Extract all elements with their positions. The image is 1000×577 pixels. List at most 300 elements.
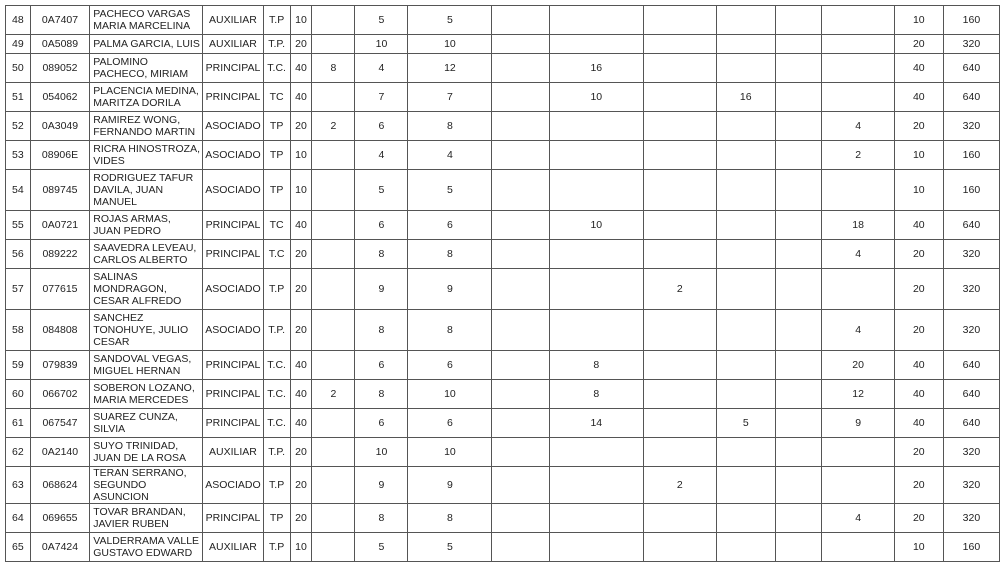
cell-amount: 640 bbox=[943, 409, 999, 438]
cell-amount: 320 bbox=[943, 112, 999, 141]
cell-total-hours: 20 bbox=[894, 504, 943, 533]
cell-hours-col-5 bbox=[549, 240, 643, 269]
cell-hours-col-2: 5 bbox=[355, 6, 408, 35]
cell-hours-col-9 bbox=[822, 170, 894, 211]
cell-teacher-code: 089052 bbox=[30, 54, 89, 83]
cell-dedication: TC bbox=[263, 83, 290, 112]
cell-hours-col-9: 20 bbox=[822, 351, 894, 380]
cell-hours-col-2: 6 bbox=[355, 211, 408, 240]
cell-teacher-name: ROJAS ARMAS, JUAN PEDRO bbox=[90, 211, 203, 240]
cell-dedication: T.C. bbox=[263, 54, 290, 83]
cell-hours-subtotal: 12 bbox=[408, 54, 492, 83]
cell-hours-subtotal: 9 bbox=[408, 467, 492, 504]
cell-hours-col-1 bbox=[312, 351, 355, 380]
cell-hours-col-5: 10 bbox=[549, 211, 643, 240]
cell-hours: 10 bbox=[290, 141, 312, 170]
cell-category: PRINCIPAL bbox=[203, 211, 263, 240]
cell-total-hours: 40 bbox=[894, 351, 943, 380]
cell-hours-col-1 bbox=[312, 504, 355, 533]
cell-row-number: 59 bbox=[6, 351, 31, 380]
cell-hours-col-2: 4 bbox=[355, 141, 408, 170]
cell-teacher-name: RICRA HINOSTROZA, VIDES bbox=[90, 141, 203, 170]
cell-hours-col-9 bbox=[822, 467, 894, 504]
cell-hours-col-6 bbox=[643, 533, 716, 562]
cell-hours-col-8 bbox=[775, 533, 822, 562]
cell-hours-col-5 bbox=[549, 35, 643, 54]
cell-amount: 160 bbox=[943, 533, 999, 562]
cell-dedication: T.P. bbox=[263, 310, 290, 351]
cell-hours-col-8 bbox=[775, 269, 822, 310]
cell-teacher-code: 08906E bbox=[30, 141, 89, 170]
table-row bbox=[6, 54, 1000, 83]
cell-hours-col-4 bbox=[492, 54, 549, 83]
cell-teacher-code: 0A0721 bbox=[30, 211, 89, 240]
cell-dedication: T.P bbox=[263, 533, 290, 562]
cell-hours-col-6 bbox=[643, 83, 716, 112]
cell-hours-col-9: 4 bbox=[822, 504, 894, 533]
cell-teacher-name: PACHECO VARGAS MARIA MARCELINA bbox=[90, 6, 203, 35]
cell-hours: 20 bbox=[290, 269, 312, 310]
cell-hours: 20 bbox=[290, 310, 312, 351]
cell-teacher-code: 066702 bbox=[30, 380, 89, 409]
cell-hours-col-1 bbox=[312, 310, 355, 351]
cell-hours-col-8 bbox=[775, 170, 822, 211]
cell-hours-col-2: 8 bbox=[355, 504, 408, 533]
cell-hours-col-4 bbox=[492, 351, 549, 380]
cell-hours-col-4 bbox=[492, 504, 549, 533]
cell-total-hours: 10 bbox=[894, 6, 943, 35]
cell-hours-col-4 bbox=[492, 83, 549, 112]
cell-amount: 320 bbox=[943, 504, 999, 533]
cell-row-number: 58 bbox=[6, 310, 31, 351]
cell-hours-col-2: 10 bbox=[355, 35, 408, 54]
cell-category: AUXILIAR bbox=[203, 533, 263, 562]
cell-category: AUXILIAR bbox=[203, 438, 263, 467]
cell-hours-col-9: 4 bbox=[822, 112, 894, 141]
cell-dedication: TP bbox=[263, 170, 290, 211]
cell-hours: 20 bbox=[290, 438, 312, 467]
cell-hours-col-8 bbox=[775, 211, 822, 240]
cell-hours-col-6 bbox=[643, 409, 716, 438]
cell-category: AUXILIAR bbox=[203, 35, 263, 54]
cell-hours-col-5: 8 bbox=[549, 351, 643, 380]
cell-hours-col-8 bbox=[775, 380, 822, 409]
cell-amount: 160 bbox=[943, 141, 999, 170]
cell-hours-col-6 bbox=[643, 211, 716, 240]
cell-hours-subtotal: 8 bbox=[408, 112, 492, 141]
cell-amount: 320 bbox=[943, 269, 999, 310]
cell-hours-col-9 bbox=[822, 83, 894, 112]
cell-row-number: 62 bbox=[6, 438, 31, 467]
cell-hours-subtotal: 5 bbox=[408, 170, 492, 211]
cell-hours-col-5 bbox=[549, 6, 643, 35]
cell-total-hours: 20 bbox=[894, 438, 943, 467]
cell-row-number: 55 bbox=[6, 211, 31, 240]
table-row bbox=[6, 533, 1000, 562]
cell-hours-col-4 bbox=[492, 310, 549, 351]
cell-hours-col-6 bbox=[643, 240, 716, 269]
cell-category: ASOCIADO bbox=[203, 170, 263, 211]
table-row bbox=[6, 269, 1000, 310]
cell-teacher-code: 079839 bbox=[30, 351, 89, 380]
cell-hours-col-7 bbox=[716, 533, 775, 562]
cell-hours-col-8 bbox=[775, 141, 822, 170]
cell-hours-col-6 bbox=[643, 54, 716, 83]
cell-teacher-name: PALMA GARCIA, LUIS bbox=[90, 35, 203, 54]
cell-hours-col-7 bbox=[716, 380, 775, 409]
cell-teacher-code: 0A5089 bbox=[30, 35, 89, 54]
cell-teacher-code: 084808 bbox=[30, 310, 89, 351]
cell-total-hours: 20 bbox=[894, 467, 943, 504]
cell-hours-col-1 bbox=[312, 83, 355, 112]
cell-hours-col-8 bbox=[775, 6, 822, 35]
cell-hours-col-6 bbox=[643, 310, 716, 351]
cell-row-number: 60 bbox=[6, 380, 31, 409]
cell-hours-col-2: 9 bbox=[355, 269, 408, 310]
cell-hours-col-8 bbox=[775, 409, 822, 438]
cell-hours-col-5: 10 bbox=[549, 83, 643, 112]
cell-hours-col-5: 14 bbox=[549, 409, 643, 438]
cell-hours-col-5: 8 bbox=[549, 380, 643, 409]
cell-dedication: T.P. bbox=[263, 35, 290, 54]
cell-hours-col-1 bbox=[312, 6, 355, 35]
cell-hours-col-9: 18 bbox=[822, 211, 894, 240]
cell-amount: 320 bbox=[943, 35, 999, 54]
cell-hours-col-4 bbox=[492, 240, 549, 269]
cell-category: ASOCIADO bbox=[203, 141, 263, 170]
table-row bbox=[6, 351, 1000, 380]
cell-row-number: 61 bbox=[6, 409, 31, 438]
cell-hours-col-1 bbox=[312, 240, 355, 269]
cell-teacher-name: SOBERON LOZANO, MARIA MERCEDES bbox=[90, 380, 203, 409]
cell-hours-col-7 bbox=[716, 35, 775, 54]
cell-dedication: T.C bbox=[263, 240, 290, 269]
cell-dedication: T.C. bbox=[263, 409, 290, 438]
cell-hours-col-1 bbox=[312, 533, 355, 562]
cell-hours-col-9 bbox=[822, 54, 894, 83]
cell-hours-col-1 bbox=[312, 141, 355, 170]
cell-hours-subtotal: 5 bbox=[408, 533, 492, 562]
cell-hours-col-6: 2 bbox=[643, 467, 716, 504]
cell-hours-col-6 bbox=[643, 6, 716, 35]
cell-hours-col-5 bbox=[549, 467, 643, 504]
cell-category: PRINCIPAL bbox=[203, 54, 263, 83]
cell-hours-col-6: 2 bbox=[643, 269, 716, 310]
cell-dedication: TC bbox=[263, 211, 290, 240]
table-row bbox=[6, 240, 1000, 269]
cell-category: ASOCIADO bbox=[203, 112, 263, 141]
cell-hours-col-4 bbox=[492, 170, 549, 211]
cell-teacher-name: TERAN SERRANO, SEGUNDO ASUNCION bbox=[90, 467, 203, 504]
table-row bbox=[6, 83, 1000, 112]
cell-amount: 640 bbox=[943, 54, 999, 83]
cell-row-number: 56 bbox=[6, 240, 31, 269]
cell-hours-subtotal: 8 bbox=[408, 310, 492, 351]
cell-hours: 20 bbox=[290, 240, 312, 269]
cell-total-hours: 20 bbox=[894, 240, 943, 269]
cell-hours-col-2: 6 bbox=[355, 409, 408, 438]
cell-total-hours: 10 bbox=[894, 170, 943, 211]
cell-hours: 10 bbox=[290, 6, 312, 35]
cell-hours-col-8 bbox=[775, 83, 822, 112]
table-row bbox=[6, 409, 1000, 438]
cell-total-hours: 40 bbox=[894, 409, 943, 438]
cell-hours-col-5: 16 bbox=[549, 54, 643, 83]
cell-hours-col-9: 9 bbox=[822, 409, 894, 438]
cell-hours-col-5 bbox=[549, 438, 643, 467]
cell-teacher-name: SANCHEZ TONOHUYE, JULIO CESAR bbox=[90, 310, 203, 351]
cell-hours: 10 bbox=[290, 170, 312, 211]
cell-hours-col-6 bbox=[643, 170, 716, 211]
cell-hours-col-9: 4 bbox=[822, 240, 894, 269]
cell-hours-col-1: 2 bbox=[312, 380, 355, 409]
cell-hours-subtotal: 10 bbox=[408, 438, 492, 467]
cell-teacher-name: PLACENCIA MEDINA, MARITZA DORILA bbox=[90, 83, 203, 112]
cell-hours-col-8 bbox=[775, 112, 822, 141]
cell-dedication: T.P bbox=[263, 467, 290, 504]
cell-dedication: T.P. bbox=[263, 438, 290, 467]
cell-hours-col-4 bbox=[492, 409, 549, 438]
cell-amount: 640 bbox=[943, 211, 999, 240]
cell-hours: 20 bbox=[290, 112, 312, 141]
cell-hours-col-7 bbox=[716, 351, 775, 380]
cell-row-number: 65 bbox=[6, 533, 31, 562]
cell-dedication: T.C. bbox=[263, 351, 290, 380]
cell-hours-col-2: 6 bbox=[355, 351, 408, 380]
cell-teacher-name: SANDOVAL VEGAS, MIGUEL HERNAN bbox=[90, 351, 203, 380]
cell-hours-col-5 bbox=[549, 269, 643, 310]
cell-hours-col-4 bbox=[492, 438, 549, 467]
cell-hours-col-8 bbox=[775, 351, 822, 380]
table-row bbox=[6, 467, 1000, 504]
cell-hours-col-7 bbox=[716, 112, 775, 141]
cell-hours-col-5 bbox=[549, 533, 643, 562]
cell-total-hours: 40 bbox=[894, 380, 943, 409]
cell-teacher-code: 0A7407 bbox=[30, 6, 89, 35]
cell-hours-col-1 bbox=[312, 35, 355, 54]
cell-row-number: 52 bbox=[6, 112, 31, 141]
cell-hours-col-7 bbox=[716, 310, 775, 351]
cell-dedication: T.C. bbox=[263, 380, 290, 409]
cell-hours-col-8 bbox=[775, 310, 822, 351]
cell-teacher-code: 069655 bbox=[30, 504, 89, 533]
cell-hours-subtotal: 6 bbox=[408, 211, 492, 240]
cell-teacher-name: PALOMINO PACHECO, MIRIAM bbox=[90, 54, 203, 83]
cell-hours-col-9 bbox=[822, 533, 894, 562]
cell-hours-col-4 bbox=[492, 380, 549, 409]
cell-amount: 160 bbox=[943, 170, 999, 211]
table-row bbox=[6, 438, 1000, 467]
cell-hours-col-8 bbox=[775, 438, 822, 467]
cell-hours-col-7 bbox=[716, 504, 775, 533]
cell-total-hours: 40 bbox=[894, 54, 943, 83]
table-body bbox=[6, 6, 1000, 562]
cell-hours-col-9 bbox=[822, 35, 894, 54]
cell-hours-col-7 bbox=[716, 438, 775, 467]
cell-hours: 10 bbox=[290, 533, 312, 562]
cell-hours-col-4 bbox=[492, 35, 549, 54]
cell-hours-col-2: 10 bbox=[355, 438, 408, 467]
cell-hours-subtotal: 8 bbox=[408, 240, 492, 269]
cell-total-hours: 20 bbox=[894, 112, 943, 141]
cell-teacher-code: 089222 bbox=[30, 240, 89, 269]
table-row bbox=[6, 35, 1000, 54]
cell-amount: 320 bbox=[943, 467, 999, 504]
cell-total-hours: 20 bbox=[894, 269, 943, 310]
teacher-hours-table bbox=[5, 5, 1000, 562]
cell-row-number: 49 bbox=[6, 35, 31, 54]
cell-hours: 20 bbox=[290, 504, 312, 533]
cell-dedication: TP bbox=[263, 112, 290, 141]
table-row bbox=[6, 504, 1000, 533]
cell-category: AUXILIAR bbox=[203, 6, 263, 35]
cell-hours-col-4 bbox=[492, 6, 549, 35]
cell-total-hours: 10 bbox=[894, 141, 943, 170]
cell-amount: 640 bbox=[943, 83, 999, 112]
cell-total-hours: 40 bbox=[894, 211, 943, 240]
cell-category: ASOCIADO bbox=[203, 467, 263, 504]
cell-hours-col-7: 5 bbox=[716, 409, 775, 438]
cell-hours-col-9: 2 bbox=[822, 141, 894, 170]
cell-hours-col-2: 5 bbox=[355, 533, 408, 562]
cell-hours-col-7 bbox=[716, 141, 775, 170]
cell-hours-col-8 bbox=[775, 467, 822, 504]
cell-hours-col-6 bbox=[643, 351, 716, 380]
cell-hours-col-9 bbox=[822, 269, 894, 310]
cell-hours: 20 bbox=[290, 467, 312, 504]
cell-hours-col-7 bbox=[716, 211, 775, 240]
cell-hours-col-4 bbox=[492, 467, 549, 504]
cell-row-number: 48 bbox=[6, 6, 31, 35]
cell-teacher-code: 0A2140 bbox=[30, 438, 89, 467]
cell-teacher-name: TOVAR BRANDAN, JAVIER RUBEN bbox=[90, 504, 203, 533]
cell-hours-col-7 bbox=[716, 269, 775, 310]
cell-hours-subtotal: 8 bbox=[408, 504, 492, 533]
cell-category: PRINCIPAL bbox=[203, 380, 263, 409]
cell-teacher-code: 068624 bbox=[30, 467, 89, 504]
cell-category: ASOCIADO bbox=[203, 269, 263, 310]
cell-hours-col-4 bbox=[492, 211, 549, 240]
cell-hours-col-8 bbox=[775, 35, 822, 54]
table-row bbox=[6, 211, 1000, 240]
cell-total-hours: 40 bbox=[894, 83, 943, 112]
cell-hours-col-4 bbox=[492, 141, 549, 170]
cell-dedication: TP bbox=[263, 504, 290, 533]
cell-hours-col-8 bbox=[775, 54, 822, 83]
cell-hours-subtotal: 4 bbox=[408, 141, 492, 170]
cell-teacher-code: 0A3049 bbox=[30, 112, 89, 141]
cell-teacher-name: RAMIREZ WONG, FERNANDO MARTIN bbox=[90, 112, 203, 141]
cell-hours-subtotal: 10 bbox=[408, 35, 492, 54]
table-row bbox=[6, 170, 1000, 211]
cell-hours-subtotal: 7 bbox=[408, 83, 492, 112]
cell-hours-col-9: 4 bbox=[822, 310, 894, 351]
cell-hours-col-2: 7 bbox=[355, 83, 408, 112]
cell-hours-col-7 bbox=[716, 467, 775, 504]
cell-teacher-name: VALDERRAMA VALLE GUSTAVO EDWARD bbox=[90, 533, 203, 562]
cell-amount: 640 bbox=[943, 351, 999, 380]
cell-hours-col-6 bbox=[643, 35, 716, 54]
cell-row-number: 50 bbox=[6, 54, 31, 83]
cell-teacher-code: 054062 bbox=[30, 83, 89, 112]
cell-amount: 640 bbox=[943, 380, 999, 409]
cell-hours-col-7 bbox=[716, 54, 775, 83]
cell-hours-col-6 bbox=[643, 141, 716, 170]
cell-hours-col-6 bbox=[643, 380, 716, 409]
cell-hours-subtotal: 10 bbox=[408, 380, 492, 409]
cell-hours-col-5 bbox=[549, 310, 643, 351]
cell-hours-col-9: 12 bbox=[822, 380, 894, 409]
cell-row-number: 63 bbox=[6, 467, 31, 504]
cell-hours-col-2: 9 bbox=[355, 467, 408, 504]
cell-category: PRINCIPAL bbox=[203, 409, 263, 438]
cell-total-hours: 20 bbox=[894, 310, 943, 351]
cell-teacher-code: 077615 bbox=[30, 269, 89, 310]
cell-hours-col-6 bbox=[643, 438, 716, 467]
cell-category: ASOCIADO bbox=[203, 310, 263, 351]
cell-hours-col-7 bbox=[716, 170, 775, 211]
cell-hours: 40 bbox=[290, 83, 312, 112]
cell-amount: 320 bbox=[943, 438, 999, 467]
cell-hours-col-7 bbox=[716, 240, 775, 269]
cell-hours: 20 bbox=[290, 35, 312, 54]
cell-hours-col-7 bbox=[716, 6, 775, 35]
cell-hours-col-9 bbox=[822, 6, 894, 35]
cell-hours-col-1 bbox=[312, 170, 355, 211]
cell-hours-col-8 bbox=[775, 504, 822, 533]
cell-category: PRINCIPAL bbox=[203, 83, 263, 112]
cell-hours: 40 bbox=[290, 380, 312, 409]
cell-teacher-name: SUAREZ CUNZA, SILVIA bbox=[90, 409, 203, 438]
cell-dedication: T.P bbox=[263, 6, 290, 35]
cell-hours-col-5 bbox=[549, 504, 643, 533]
cell-hours-subtotal: 9 bbox=[408, 269, 492, 310]
cell-hours-col-7: 16 bbox=[716, 83, 775, 112]
cell-hours-col-4 bbox=[492, 533, 549, 562]
table-row bbox=[6, 380, 1000, 409]
cell-hours-col-1 bbox=[312, 438, 355, 467]
cell-hours-col-6 bbox=[643, 504, 716, 533]
cell-hours-col-2: 8 bbox=[355, 240, 408, 269]
cell-hours-col-5 bbox=[549, 170, 643, 211]
cell-total-hours: 10 bbox=[894, 533, 943, 562]
cell-amount: 320 bbox=[943, 310, 999, 351]
cell-teacher-name: SAAVEDRA LEVEAU, CARLOS ALBERTO bbox=[90, 240, 203, 269]
cell-hours: 40 bbox=[290, 211, 312, 240]
cell-category: PRINCIPAL bbox=[203, 504, 263, 533]
cell-hours: 40 bbox=[290, 351, 312, 380]
cell-hours-col-4 bbox=[492, 112, 549, 141]
cell-teacher-name: SUYO TRINIDAD, JUAN DE LA ROSA bbox=[90, 438, 203, 467]
cell-hours-col-2: 6 bbox=[355, 112, 408, 141]
cell-row-number: 53 bbox=[6, 141, 31, 170]
cell-hours-col-1: 2 bbox=[312, 112, 355, 141]
cell-total-hours: 20 bbox=[894, 35, 943, 54]
cell-dedication: T.P bbox=[263, 269, 290, 310]
table-row bbox=[6, 141, 1000, 170]
cell-teacher-code: 0A7424 bbox=[30, 533, 89, 562]
cell-hours-col-2: 4 bbox=[355, 54, 408, 83]
cell-hours-col-9 bbox=[822, 438, 894, 467]
cell-hours-col-2: 5 bbox=[355, 170, 408, 211]
cell-hours-subtotal: 6 bbox=[408, 409, 492, 438]
cell-hours-col-5 bbox=[549, 112, 643, 141]
cell-hours-col-5 bbox=[549, 141, 643, 170]
cell-teacher-code: 067547 bbox=[30, 409, 89, 438]
cell-hours-subtotal: 5 bbox=[408, 6, 492, 35]
cell-hours: 40 bbox=[290, 54, 312, 83]
cell-hours-col-1: 8 bbox=[312, 54, 355, 83]
